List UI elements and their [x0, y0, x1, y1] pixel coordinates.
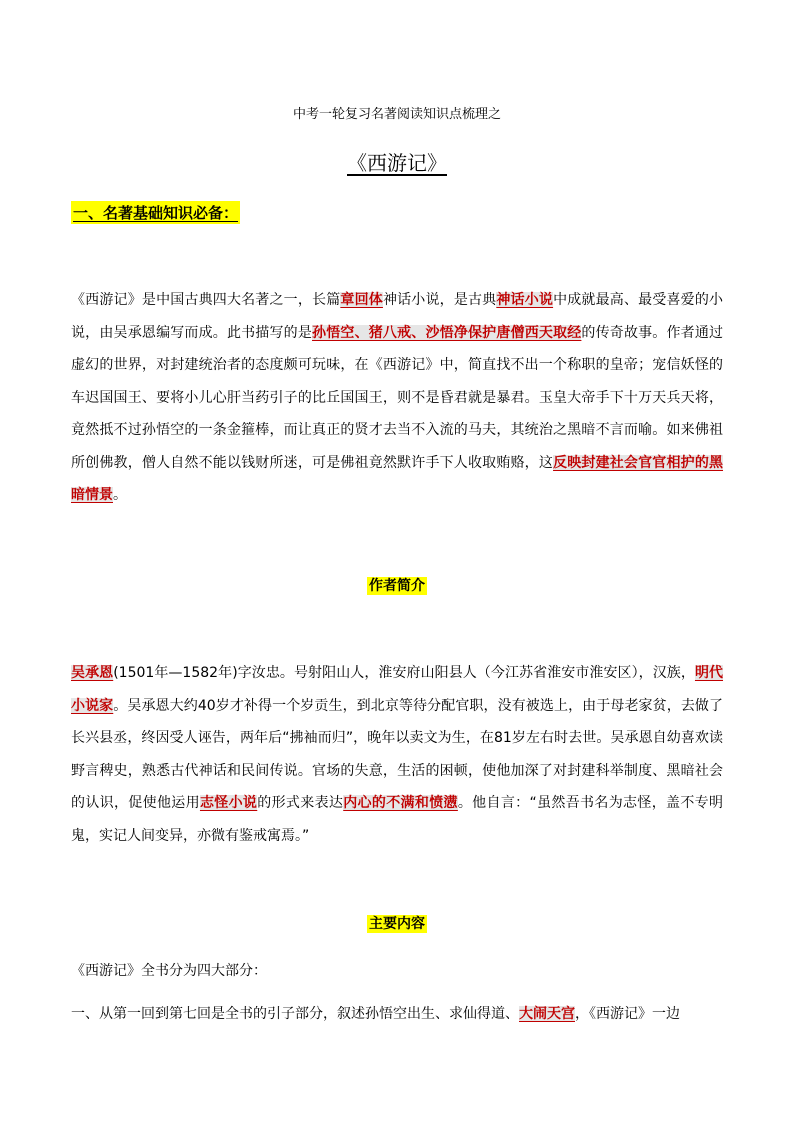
highlight-ming-novelist: 明代小说家: [71, 665, 724, 714]
author-heading: [0, 575, 794, 595]
highlight-inner-discontent: 内心的不满和愤懑: [343, 795, 458, 811]
intro-text-2: 神话小说，是古典: [382, 292, 497, 308]
document-title: [0, 147, 794, 176]
author-text-1: (1501年—1582年)字汝忠。号射阳山人，淮安府山阳县人（今江苏省淮安市淮安区），汉族，: [113, 665, 695, 681]
author-text-4: 。他自言：“虽然吾书名为志怪，盖不专明鬼，实记人间变异，亦微有鉴戒寓焉。”: [71, 795, 724, 844]
highlight-theme: 反映封建社会官官相护的黑暗情景: [71, 454, 724, 503]
part1-text-1: 一、从第一回到第七回是全书的引子部分，叙述孙悟空出生、求仙得道、: [71, 1006, 519, 1022]
intro-paragraph: [71, 284, 723, 512]
intro-text-4: 的传奇故事。作者通过虚幻的世界，对封建统治者的态度颇可玩味，在《西游记》中，简直找不出一个称职的皇帝；宠信妖怪的车迟国国王、要将小儿心肝当药引子的比丘国国王，则不是昏君就是暴君。玉皇大帝手下十万天兵天将，竟然抵不过孙悟空的一条金箍棒，而让真正的贤才去当不入流的马夫，其统治之黑暗不言而喻。如来佛祖所创佛教，僧人自然不能以钱财所迷，可是佛祖竟然默许手下人收取贿赂，这: [71, 324, 724, 471]
content-intro: 《西游记》全书分为四大部分：: [71, 963, 267, 979]
content-heading: [0, 913, 794, 933]
author-text-2: 。吴承恩大约40岁才补得一个岁贡生，到北京等待分配官职，没有被选上，由于母老家贫，去做了长兴县丞，终因受人诬告，两年后“拂袖而归”，晚年以卖文为生，在81岁左右时去世。吴承恩自幼喜欢读野言稗史，熟悉古代神话和民间传说。官场的失意，生活的困顿，使他加深了对封建科举制度、黑暗社会的认识，促使他运用: [71, 697, 724, 811]
content-heading-text: 主要内容: [369, 916, 425, 932]
author-text-3: 的形式来表达: [257, 795, 344, 811]
highlight-danao-tiangong: 大闹天宫: [519, 1006, 575, 1022]
highlight-pilgrims: 孙悟空、猪八戒、沙悟净保护唐僧西天取经: [312, 324, 582, 341]
part1-text-2: ，《西游记》一边: [575, 1006, 680, 1022]
highlight-zhiguai: 志怪小说: [199, 795, 258, 811]
section-heading-basics: 一、名著基础知识必备：: [71, 201, 240, 224]
document-subtitle: 中考一轮复习名著阅读知识点梳理之: [292, 107, 501, 122]
intro-text-5: 。: [113, 487, 127, 503]
intro-text-1: 《西游记》是中国古典四大名著之一，长篇: [71, 292, 341, 308]
highlight-shenhua-xiaoshuo: 神话小说: [496, 292, 554, 308]
intro-text-3: 中成就最高、最受喜爱的小说，由吴承恩编写而成。此书描写的是: [71, 292, 724, 341]
document-title-text: 《西游记》: [347, 151, 447, 175]
part1-line: [71, 1003, 680, 1023]
author-paragraph: [71, 657, 723, 852]
highlight-author-name: 吴承恩: [71, 665, 114, 681]
author-heading-text: 作者简介: [369, 578, 425, 594]
highlight-zhanghuiti: 章回体: [340, 292, 383, 308]
